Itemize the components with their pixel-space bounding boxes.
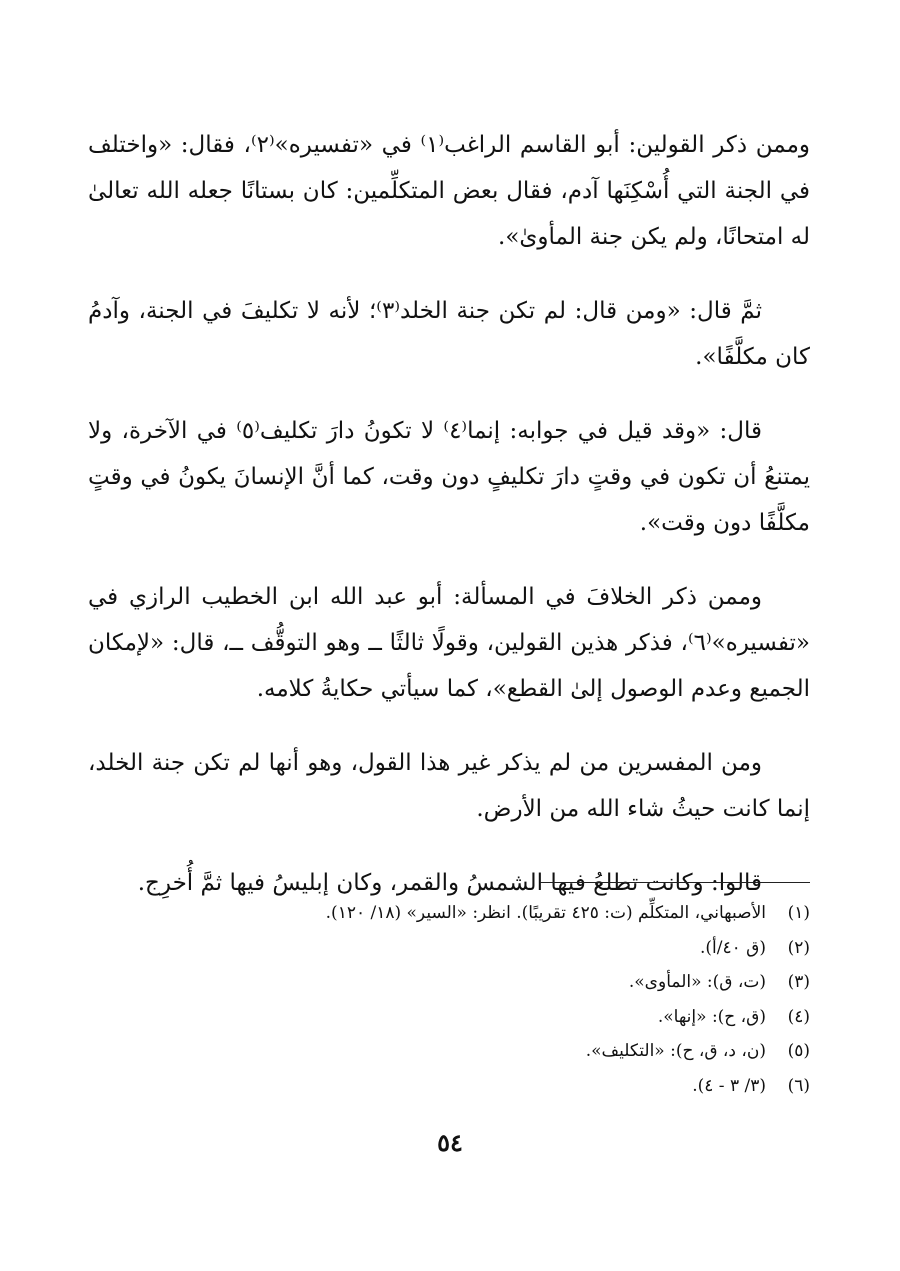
footnote-6 [88,1069,810,1104]
footnote-number: (٣) [787,972,810,992]
paragraph-6: قالوا: وكانت تطلعُ فيها الشمسُ والقمر، وكان إبليسُ فيها ثمَّ أُخرِج. [137,870,762,896]
footnote-1 [88,896,810,931]
footnote-number: (١) [787,903,810,923]
footnote-text: (ق، ح): «إنها». [657,1006,766,1027]
paragraph-3: قال: «وقد قيل في جوابه: إنما⁽٤⁾ لا تكونُ دارَ تكليف⁽٥⁾ في الآخرة، ولا يمتنعُ أن تكون في وقتٍ دارَ تكليفٍ دون وقت، كما أنَّ الإنسانَ يكونُ في وقتٍ مكلَّفًا دون وقت». [88,418,810,536]
footnote-3 [88,965,810,1000]
paragraph-5: ومن المفسرين من لم يذكر غير هذا القول، وهو أنها لم تكن جنة الخلد، إنما كانت حيثُ شاء الله من الأرض. [88,750,810,822]
paragraph-1: وممن ذكر القولين: أبو القاسم الراغب⁽١⁾ في «تفسيره»⁽٢⁾، فقال: «واختلف في الجنة التي أُسْكِنَها آدم، فقال بعض المتكلِّمين: كان بستانًا جعله الله تعالىٰ له امتحانًا، ولم يكن جنة المأوىٰ». [88,132,810,250]
page-number: ٥٤ [437,1128,463,1157]
footnote-2 [88,931,810,966]
footnotes-list [88,896,810,1103]
footnote-number: (٢) [787,937,810,958]
footnote-5 [88,1034,810,1069]
footnote-divider [540,882,810,883]
main-text [88,122,810,934]
footnote-text: (ن، د، ق، ح): «التكليف». [585,1041,766,1061]
paragraph-2: ثمَّ قال: «ومن قال: لم تكن جنة الخلد⁽٣⁾؛ لأنه لا تكليفَ في الجنة، وآدمُ كان مكلَّفًا». [88,298,810,370]
footnote-text: (٣/ ٣ - ٤). [692,1075,766,1096]
footnote-number: (٥) [787,1041,810,1061]
footnote-text: (ت، ق): «المأوى». [628,972,766,992]
footnote-text: (ق ٤٠/أ). [700,937,766,958]
paragraph-4: وممن ذكر الخلافَ في المسألة: أبو عبد الله ابن الخطيب الرازي في «تفسيره»⁽٦⁾، فذكر هذين القولين، وقولًا ثالثًا ــ وهو التوقُّف ــ، قال: «لإمكان الجميع وعدم الوصول إلىٰ القطع»، كما سيأتي حكايةُ كلامه. [88,584,810,702]
footnote-4 [88,1000,810,1035]
footnote-text: الأصبهاني، المتكلِّم (ت: ٤٢٥ تقريبًا). انظر: «السير» (١٨/ ١٢٠). [325,903,766,923]
footnote-number: (٦) [787,1075,810,1096]
footnote-number: (٤) [787,1006,810,1027]
